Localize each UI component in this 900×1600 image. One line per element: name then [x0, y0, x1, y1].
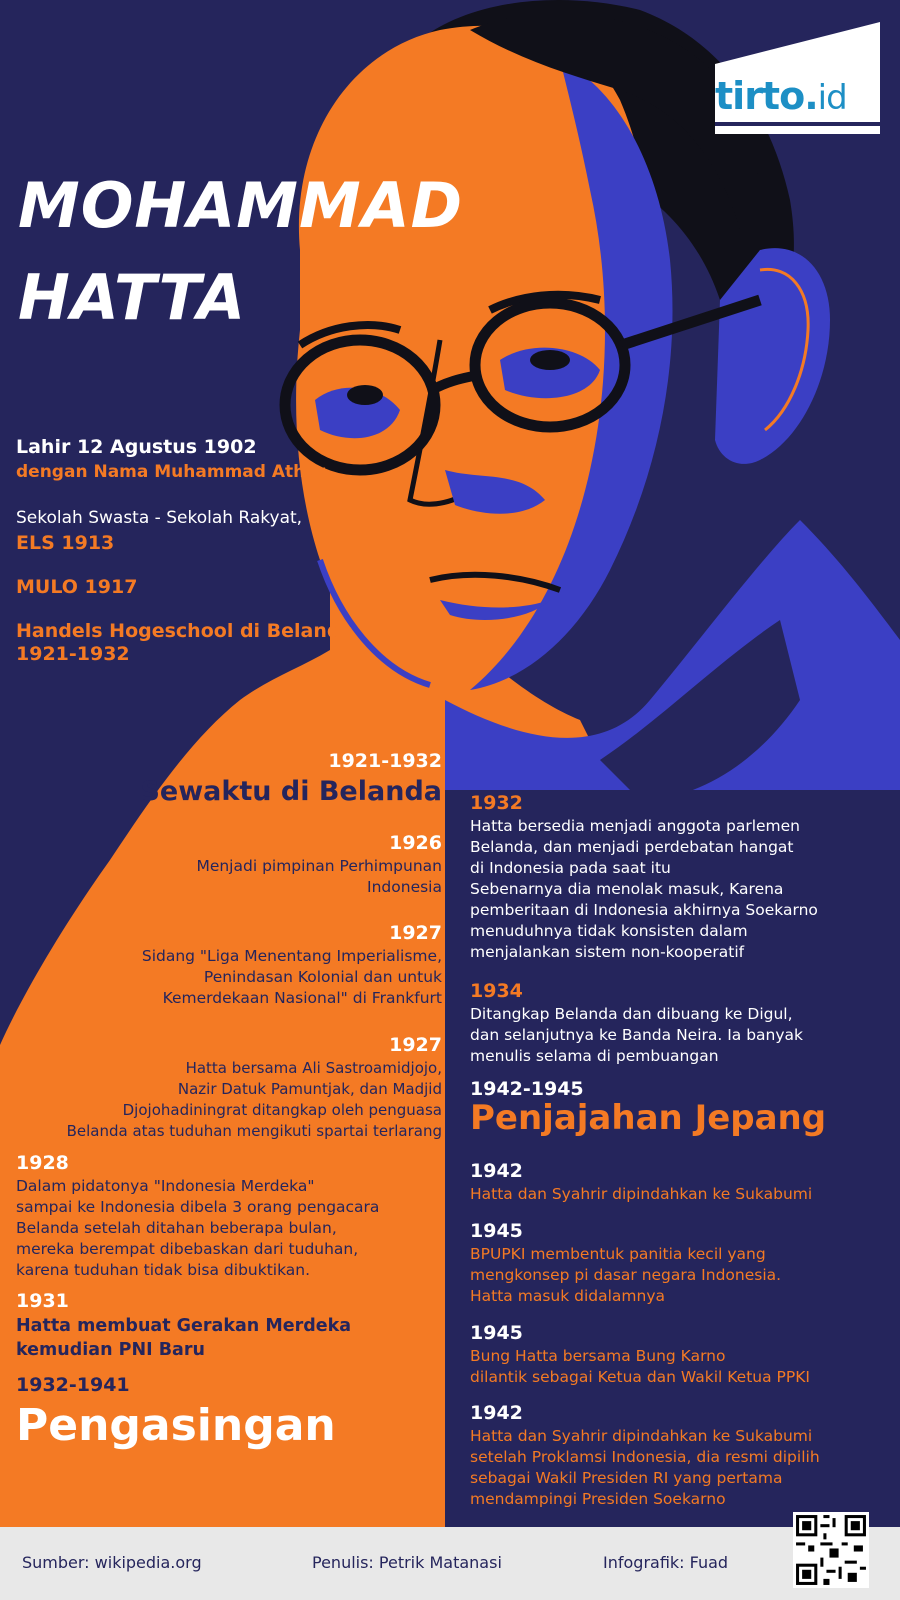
- event-1927b-text: [0, 1058, 442, 1142]
- qr-code-icon[interactable]: [793, 1512, 869, 1588]
- jepang-years: 1942-1945: [470, 1078, 584, 1100]
- event-1932-line: Sebenarnya dia menolak masuk, Karena: [470, 880, 784, 898]
- event-1928-line: karena tuduhan tidak bisa dibuktikan.: [16, 1261, 311, 1279]
- title-line2: HATTA: [18, 261, 247, 334]
- qr-finder-tr-dot: [851, 1521, 860, 1530]
- footer-graphic: Infografik: Fuad: [603, 1553, 729, 1572]
- event-1934-line: menulis selama di pembuangan: [470, 1047, 719, 1065]
- footer: [0, 1527, 900, 1600]
- logo-underline: [715, 122, 880, 126]
- logo-word: tirto: [715, 74, 805, 118]
- jepang-event3-year: 1945: [470, 1322, 523, 1344]
- handels-years: 1921-1932: [16, 643, 130, 665]
- right-eye: [530, 350, 570, 370]
- qr-module: [823, 1579, 829, 1585]
- pengasingan-years: 1932-1941: [16, 1374, 130, 1396]
- els-text: ELS 1913: [16, 532, 115, 554]
- qr-module: [823, 1533, 826, 1539]
- event-1927a-line: Kemerdekaan Nasional" di Frankfurt: [162, 989, 442, 1007]
- belanda-years: 1921-1932: [328, 750, 442, 772]
- footer-source: Sumber: wikipedia.org: [22, 1553, 202, 1572]
- event-1927b-line: Hatta bersama Ali Sastroamidjojo,: [185, 1059, 442, 1077]
- footer-writer: Penulis: Petrik Matanasi: [312, 1553, 502, 1572]
- qr-module: [823, 1515, 829, 1518]
- jepang-event2-line: BPUPKI membentuk panitia kecil yang: [470, 1245, 766, 1263]
- born-name: dengan Nama Muhammad Athar: [16, 462, 326, 482]
- logo-text: [715, 74, 880, 118]
- jepang-event4-line: sebagai Wakil Presiden RI yang pertama: [470, 1469, 783, 1487]
- qr-module: [854, 1545, 863, 1551]
- tirto-logo: [715, 22, 880, 134]
- qr-module: [820, 1524, 829, 1527]
- event-1931-text: [16, 1314, 351, 1362]
- event-1927b-year: 1927: [389, 1034, 442, 1056]
- event-1927b-line: Nazir Datuk Pamuntjak, dan Madjid: [177, 1080, 442, 1098]
- jepang-event4-text: [470, 1426, 890, 1510]
- jepang-event1-line: Hatta dan Syahrir dipindahkan ke Sukabumi: [470, 1185, 813, 1203]
- logo-dot: .: [804, 74, 818, 118]
- qr-module: [842, 1542, 848, 1545]
- event-1932-line: menjalankan sistem non-kooperatif: [470, 943, 745, 961]
- event-1927a-line: Penindasan Kolonial dan untuk: [203, 968, 442, 986]
- jepang-event1-year: 1942: [470, 1160, 523, 1182]
- qr-module: [839, 1567, 842, 1579]
- jepang-event4-line: Hatta dan Syahrir dipindahkan ke Sukabumi: [470, 1427, 813, 1445]
- qr-module: [845, 1561, 857, 1564]
- handels-text: Handels Hogeschool di Belanda: [16, 620, 354, 642]
- qr-module: [829, 1548, 838, 1557]
- event-1932-line: Belanda, dan menjadi perdebatan hangat: [470, 838, 794, 856]
- event-1927a-text: [40, 946, 442, 1009]
- qr-module: [820, 1542, 832, 1545]
- event-1928-line: Belanda setelah ditahan beberapa bulan,: [16, 1219, 337, 1237]
- left-eye: [347, 385, 383, 405]
- event-1932-line: pemberitaan di Indonesia akhirnya Soekarno: [470, 901, 818, 919]
- event-1932-line: di Indonesia pada saat itu: [470, 859, 671, 877]
- event-1932-year: 1932: [470, 792, 523, 814]
- jepang-event3-line: Bung Hatta bersama Bung Karno: [470, 1347, 726, 1365]
- event-1926-year: 1926: [389, 832, 442, 854]
- event-1931-year: 1931: [16, 1290, 69, 1312]
- jepang-event1-text: [470, 1184, 890, 1205]
- event-1928-line: mereka berempat dibebaskan dari tuduhan,: [16, 1240, 359, 1258]
- event-1926-text: [60, 856, 442, 898]
- jepang-event4-line: setelah Proklamsi Indonesia, dia resmi dipilih: [470, 1448, 820, 1466]
- qr-finder-bl-dot: [802, 1570, 811, 1579]
- event-1926-line: Indonesia: [367, 878, 442, 896]
- event-1928-line: sampai ke Indonesia dibela 3 orang pengacara: [16, 1198, 380, 1216]
- event-1932-text: [470, 816, 890, 963]
- event-1927a-line: Sidang "Liga Menentang Imperialisme,: [141, 947, 442, 965]
- qr-module: [808, 1545, 814, 1551]
- school-text: Sekolah Swasta - Sekolah Rakyat,: [16, 508, 303, 528]
- qr-module: [820, 1558, 823, 1567]
- pengasingan-heading: Pengasingan: [16, 1400, 336, 1451]
- jepang-event3-text: [470, 1346, 890, 1388]
- qr-code-pattern: [793, 1512, 869, 1588]
- jepang-event3-line: dilantik sebagai Ketua dan Wakil Ketua PPKI: [470, 1368, 810, 1386]
- event-1928-text: [16, 1176, 442, 1281]
- jepang-event2-year: 1945: [470, 1220, 523, 1242]
- event-1927b-line: Djojohadiningrat ditangkap oleh penguasa: [122, 1101, 442, 1119]
- event-1931-line: kemudian PNI Baru: [16, 1340, 205, 1360]
- qr-module: [796, 1542, 805, 1545]
- jepang-event2-line: mengkonsep pi dasar negara Indonesia.: [470, 1266, 782, 1284]
- event-1931-line: Hatta membuat Gerakan Merdeka: [16, 1316, 352, 1336]
- event-1934-line: Ditangkap Belanda dan dibuang ke Digul,: [470, 1005, 793, 1023]
- qr-finder-tl-dot: [802, 1521, 811, 1530]
- jepang-heading: Penjajahan Jepang: [470, 1098, 827, 1138]
- event-1932-line: Hatta bersedia menjadi anggota parlemen: [470, 817, 800, 835]
- event-1928-line: Dalam pidatonya "Indonesia Merdeka": [16, 1177, 315, 1195]
- qr-module: [848, 1573, 857, 1582]
- event-1932-line: menuduhnya tidak konsisten dalam: [470, 922, 748, 940]
- belanda-heading: Sewaktu di Belanda: [140, 776, 442, 807]
- event-1934-year: 1934: [470, 980, 523, 1002]
- jepang-event2-line: Hatta masuk didalamnya: [470, 1287, 666, 1305]
- event-1927b-line: Belanda atas tuduhan mengikuti spartai terlarang: [66, 1122, 442, 1140]
- event-1928-year: 1928: [16, 1152, 69, 1174]
- qr-module: [860, 1567, 866, 1570]
- title-line1: MOHAMMAD: [18, 169, 464, 242]
- jepang-event4-line: mendampingi Presiden Soekarno: [470, 1490, 726, 1508]
- event-1927a-year: 1927: [389, 922, 442, 944]
- event-1934-text: [470, 1004, 890, 1067]
- jepang-event2-text: [470, 1244, 890, 1307]
- qr-module: [826, 1570, 835, 1573]
- qr-module: [833, 1518, 836, 1527]
- mulo-text: MULO 1917: [16, 576, 138, 598]
- event-1934-line: dan selanjutnya ke Banda Neira. Ia banyak: [470, 1026, 804, 1044]
- born-date: Lahir 12 Agustus 1902: [16, 436, 257, 458]
- logo-suffix: id: [817, 78, 847, 118]
- jepang-event4-year: 1942: [470, 1402, 523, 1424]
- event-1926-line: Menjadi pimpinan Perhimpunan: [196, 857, 442, 875]
